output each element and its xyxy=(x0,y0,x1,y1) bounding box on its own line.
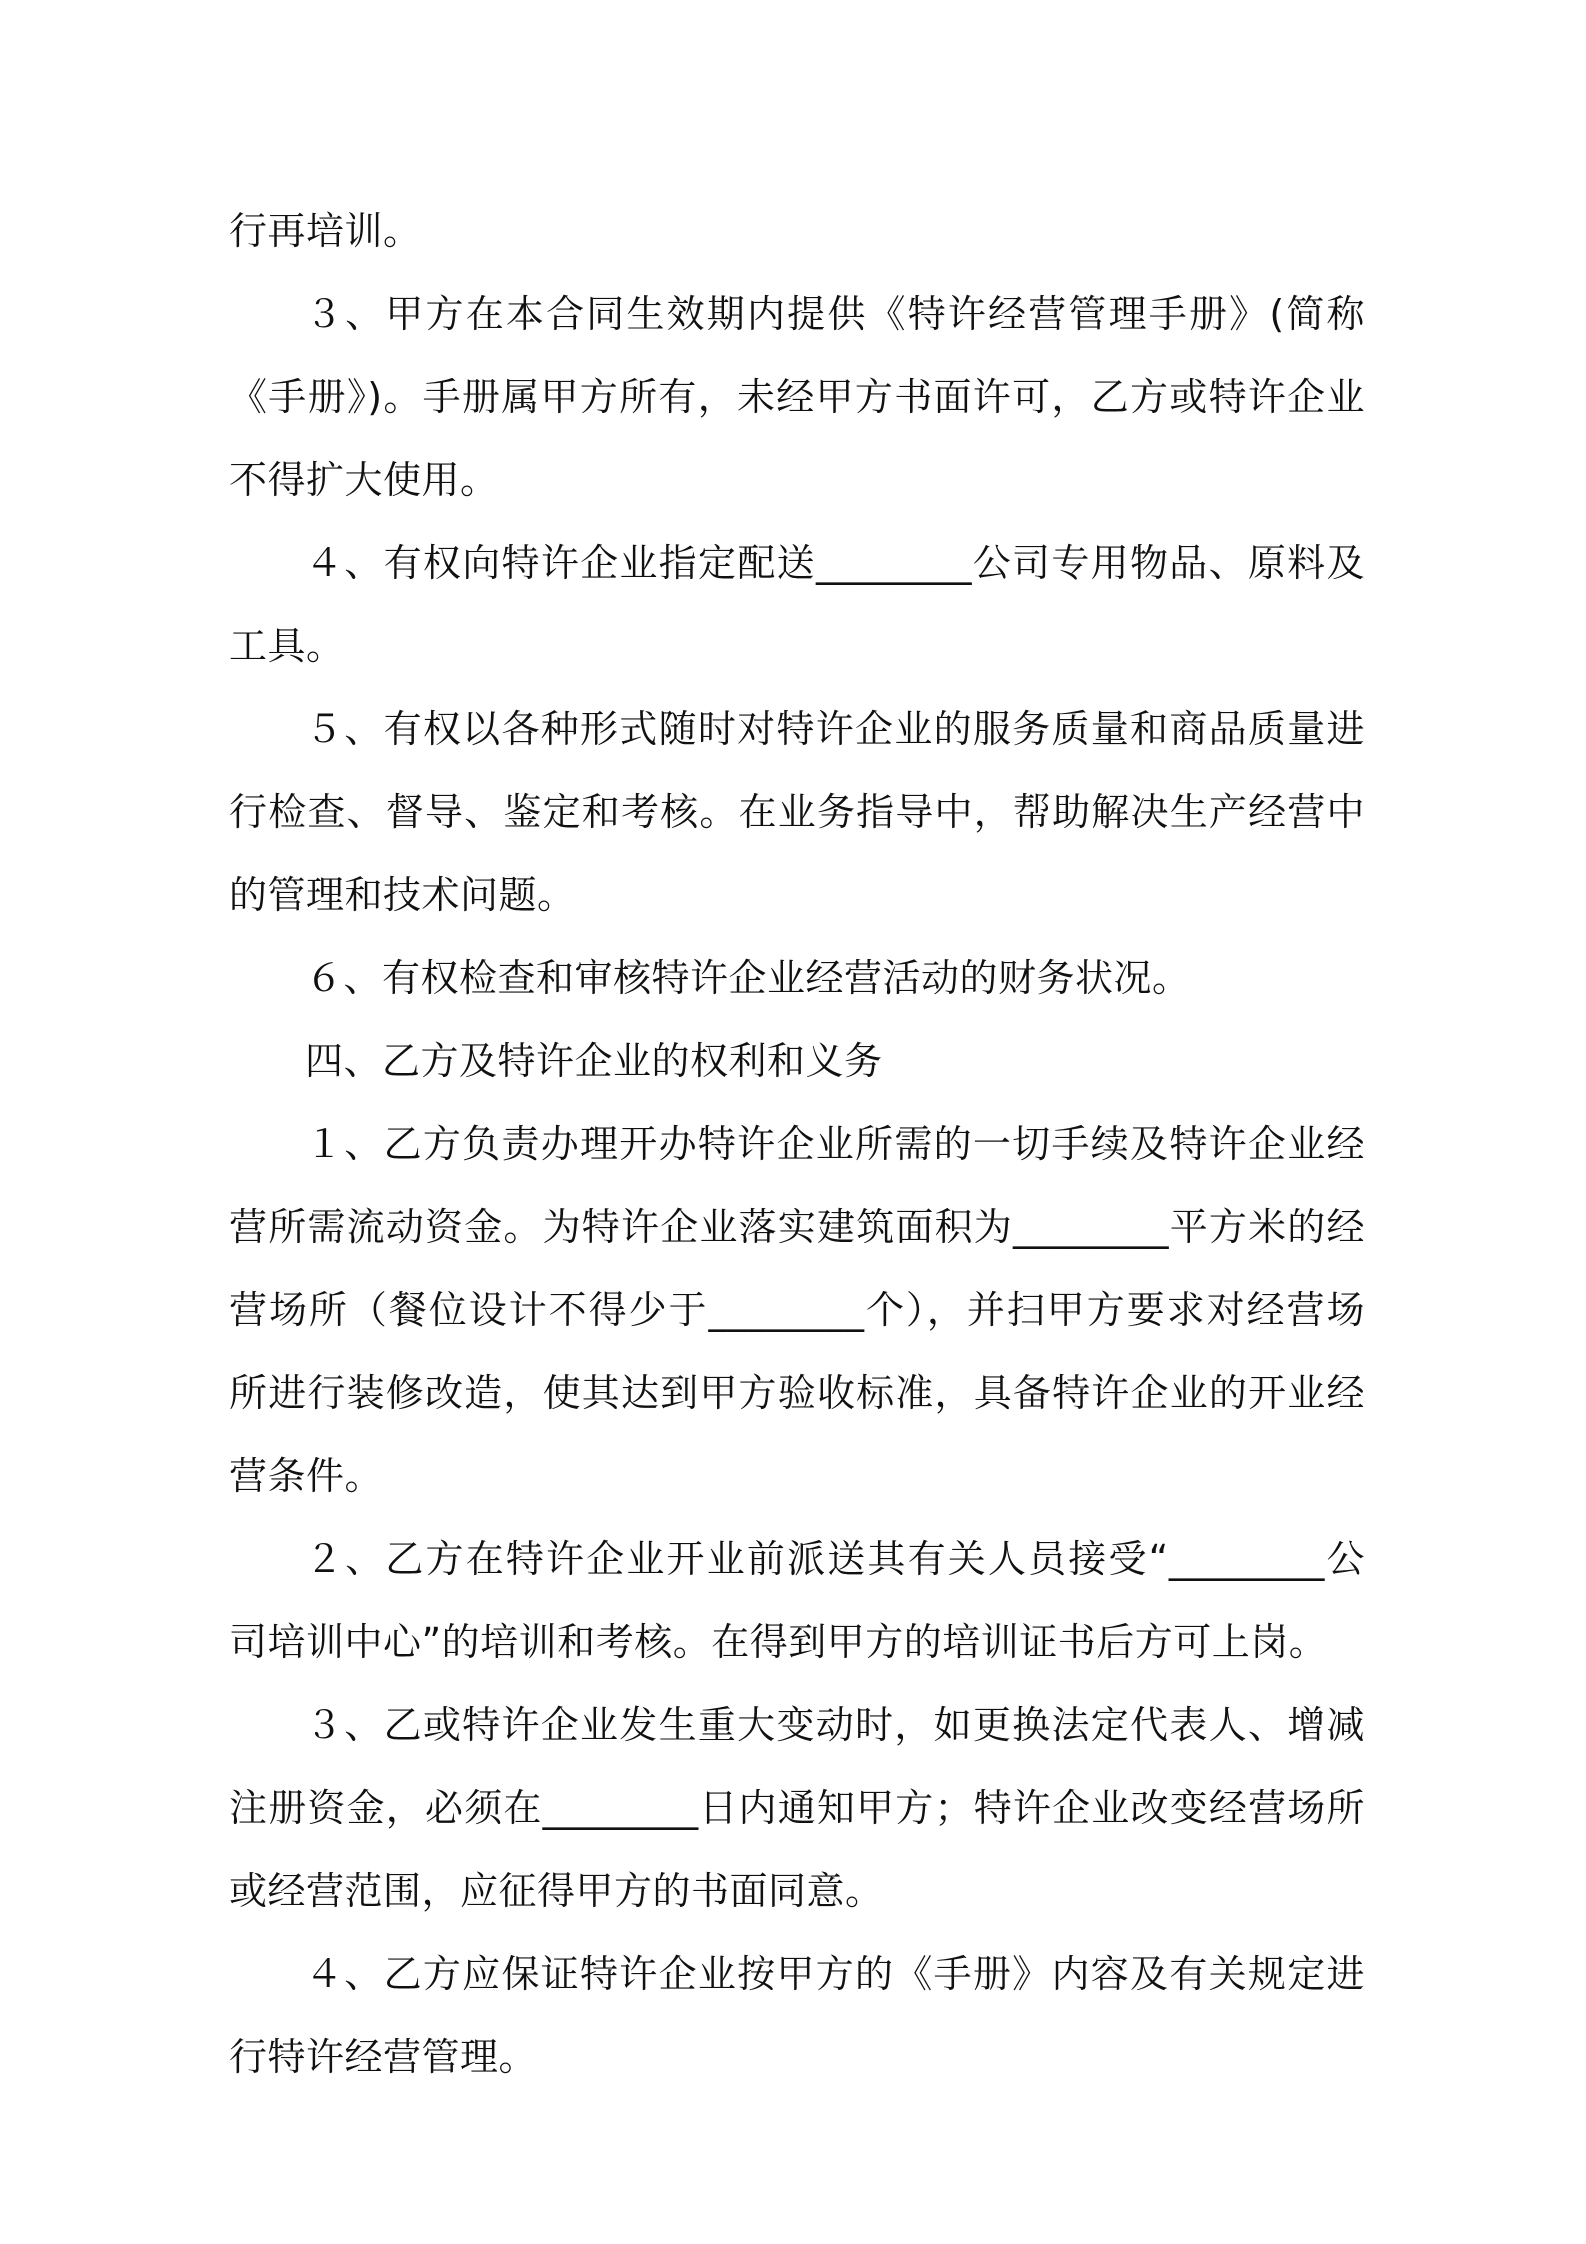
paragraph-clause-4: ４、有权向特许企业指定配送________公司专用物品、原料及工具。 xyxy=(229,541,1365,668)
paragraph-party-b-clause-2: ２、乙方在特许企业开业前派送其有关人员接受“________公司培训中心”的培训和考核。在得到甲方的培训证书后方可上岗。 xyxy=(229,1537,1365,1664)
paragraph-clause-5: ５、有权以各种形式随时对特许企业的服务质量和商品质量进行检查、督导、鉴定和考核。在业务指导中，帮助解决生产经营中的管理和技术问题。 xyxy=(229,707,1365,917)
paragraph-clause-6: ６、有权检查和审核特许企业经营活动的财务状况。 xyxy=(305,956,1191,1000)
paragraph-continued: 行再培训。 xyxy=(229,209,422,253)
paragraph-party-b-clause-1: １、乙方负责办理开办特许企业所需的一切手续及特许企业经营所需流动资金。为特许企业落实建筑面积为________平方米的经营场所（餐位设计不得少于________个），并扫甲方要求对经营场所进行装修改造，使其达到甲方验收标准，具备特许企业的开业经营条件。 xyxy=(229,1122,1365,1498)
paragraph-clause-3: ３、甲方在本合同生效期内提供《特许经营管理手册》(简称《手册》)。手册属甲方所有，未经甲方书面许可，乙方或特许企业不得扩大使用。 xyxy=(229,292,1365,502)
paragraph-party-b-clause-3: ３、乙或特许企业发生重大变动时，如更换法定代表人、增减注册资金，必须在________日内通知甲方；特许企业改变经营场所或经营范围，应征得甲方的书面同意。 xyxy=(229,1703,1365,1913)
document-body xyxy=(229,190,1365,2099)
paragraph-party-b-clause-4: ４、乙方应保证特许企业按甲方的《手册》内容及有关规定进行特许经营管理。 xyxy=(229,1952,1365,2079)
section-heading-4: 四、乙方及特许企业的权利和义务 xyxy=(305,1039,883,1083)
